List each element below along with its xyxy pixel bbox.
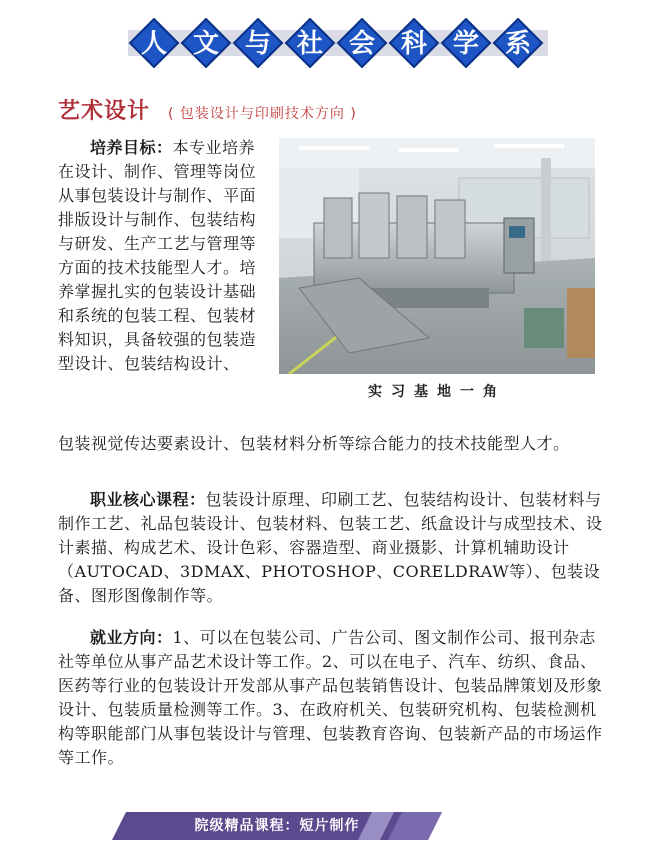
header-banner	[128, 18, 548, 68]
courses-paragraph	[58, 488, 610, 608]
section-heading	[58, 94, 357, 124]
section-subtitle: ( 包装设计与印刷技术方向 )	[168, 106, 357, 122]
photo-caption: 实习基地一角	[368, 384, 506, 400]
goal-paragraph-continued: 包装视觉传达要素设计、包装材料分析等综合能力的技术技能型人才。	[58, 434, 570, 453]
header-char: 学	[452, 29, 480, 59]
career-paragraph	[58, 626, 610, 770]
footer-label: 院级精品课程：短片制作	[194, 818, 360, 834]
header-char: 人	[140, 29, 168, 59]
career-text: 1、可以在包装公司、广告公司、图文制作公司、报刊杂志社等单位从事产品艺术设计等工作。2、可以在电子、汽车、纺织、食品、医药等行业的包装设计开发部从事产品包装销售设计、包装品牌策划及形象设计、包装质量检测等工作。3、在政府机关、包装研究机构、包装检测机构等职能部门从事包装设计与管理、包装教育咨询、包装新产品的市场运作等工作。	[58, 628, 603, 767]
courses-label: 职业核心课程：	[90, 490, 206, 509]
header-char: 社	[296, 29, 324, 59]
career-label: 就业方向：	[90, 628, 173, 647]
goal-text: 本专业培养在设计、制作、管理等岗位从事包装设计与制作、平面排版设计与制作、包装结构与研发、生产工艺与管理等方面的技术技能型人才。培养掌握扎实的包装设计基础和系统的包装工程、包装材料知识，具备较强的包装造型设计、包装结构设计、	[58, 138, 257, 373]
goal-label: 培养目标：	[90, 138, 173, 157]
header-char: 科	[400, 29, 428, 59]
header-char: 会	[348, 29, 376, 59]
courses-text: 包装设计原理、印刷工艺、包装结构设计、包装材料与制作工艺、礼品包装设计、包装材料、包装工艺、纸盒设计与成型技术、设计素描、构成艺术、设计色彩、容器造型、商业摄影、计算机辅助设计（AUTOCAD、3DMAX、PHOTOSHOP、CORELDRAW等）、包装设备、图形图像制作等。	[58, 490, 603, 605]
training-base-photo	[279, 138, 595, 374]
header-char: 系	[504, 29, 532, 59]
header-char: 与	[244, 29, 272, 59]
goal-paragraph	[58, 136, 268, 376]
header-char: 文	[192, 29, 220, 59]
section-title: 艺术设计	[58, 99, 151, 124]
